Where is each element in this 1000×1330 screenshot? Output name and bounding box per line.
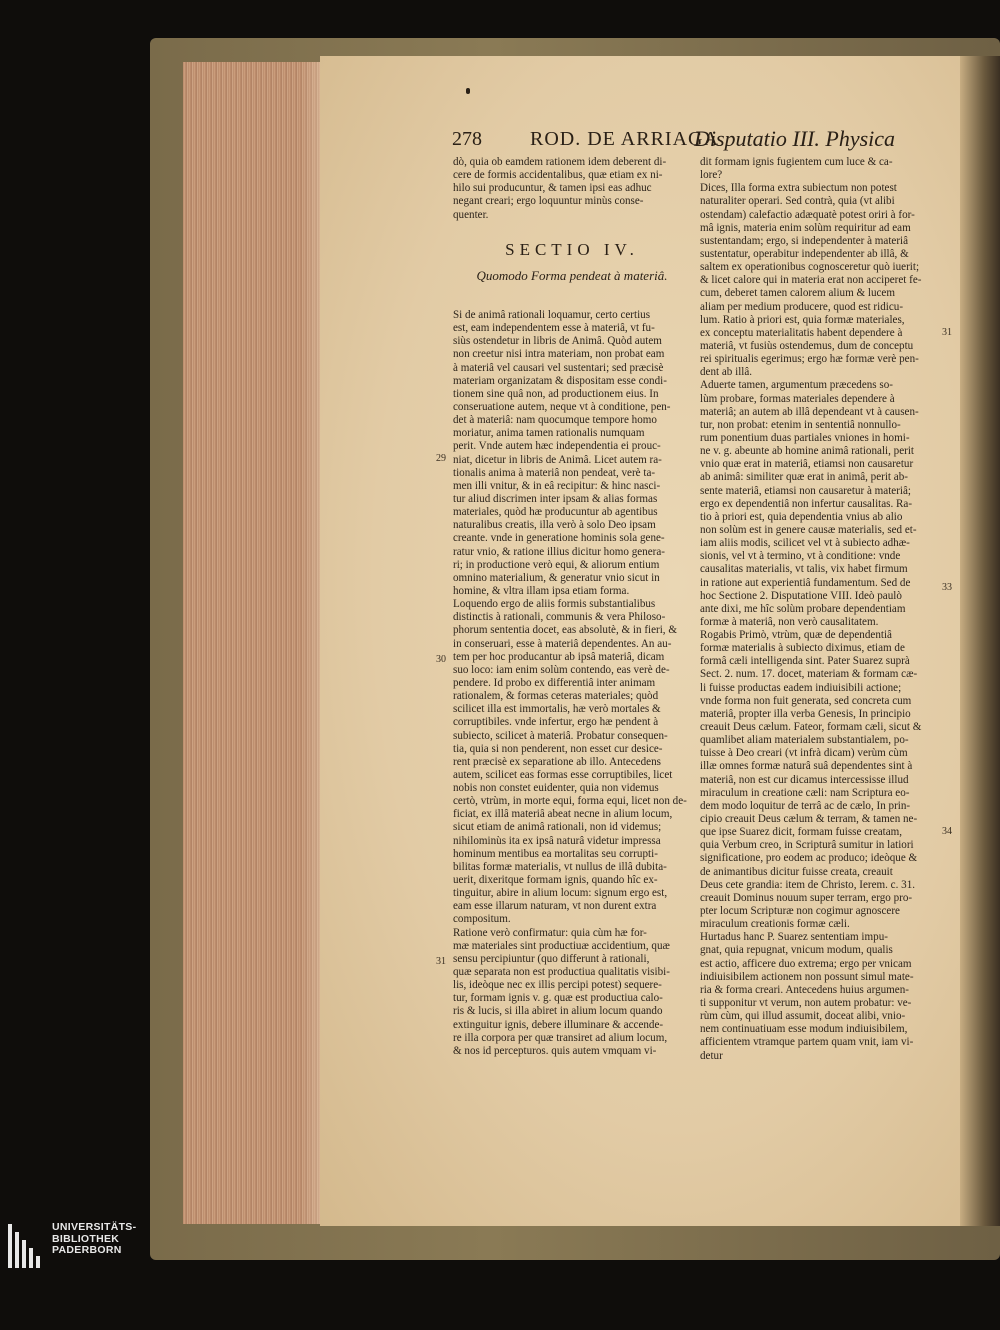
- text-line: est, eam independentem esse à materiâ, vt fu-: [453, 322, 655, 335]
- text-line: dent ab illâ.: [700, 366, 753, 379]
- text-line: ria & forma creari. Antecedens huius argumen-: [700, 983, 909, 996]
- margin-number: 34: [942, 826, 952, 837]
- running-header: [452, 128, 932, 154]
- ink-mark: [466, 88, 470, 94]
- text-line: bilitas formæ materialis, vt nullus de illâ dubita-: [453, 860, 667, 873]
- text-line: tia, quia si non penderent, non esset cur desice-: [453, 742, 663, 755]
- page-block-highlight: [300, 62, 320, 1224]
- text-line: rum ponentium duas partiales vniones in homi-: [700, 431, 910, 444]
- text-line: li fuisse productas eadem indiuisibili actione;: [700, 681, 902, 694]
- text-line: rùm cùm, qui illud assumit, doceat alibi, vnio-: [700, 1010, 906, 1023]
- text-line: lis, ideòque nec ex illis percipi potest) sequere-: [453, 979, 662, 992]
- text-line: moriatur, anima tamen rationalis numquam: [453, 427, 645, 440]
- text-line: est actio, afficere duo extrema; ergo per vnicam: [700, 957, 912, 970]
- text-line: vnde forma non fuit generata, sed concreta cum: [700, 694, 912, 707]
- text-line: & licet calore qui in materia erat non acciperet fe-: [700, 274, 922, 287]
- text-line: gnat, quia repugnat, vnicum modum, qualis: [700, 944, 893, 957]
- library-logo-text: [52, 1222, 136, 1257]
- text-line: lore?: [700, 169, 723, 182]
- text-line: dit formam ignis fugientem cum luce & ca-: [700, 156, 893, 168]
- margin-number: 31: [942, 327, 952, 338]
- text-line: Deus cete grandia: item de Christo, Ierem. c. 31.: [700, 878, 916, 891]
- text-line: hoc Sectione 2. Disputatione VIII. Ideò paulò: [700, 589, 902, 602]
- text-line: quamlibet aliam materialem substantialem, po-: [700, 734, 909, 747]
- section-subheading: Quomodo Forma pendeat à materiâ.: [476, 268, 668, 283]
- text-line: ris & lucis, si illa abiret in alium locum quando: [453, 1005, 663, 1018]
- text-line: mâ ignis, materia enim solùm requiritur ad eam: [700, 221, 911, 234]
- text-line: hominum mentibus ea mortalitas seu corrupti-: [453, 847, 658, 860]
- text-line: afficientem vtramque partem quam vnit, iam vi-: [700, 1036, 914, 1049]
- text-line: uerit, dixeritque formam ignis, quando hîc ex-: [453, 874, 658, 887]
- text-line: à materiâ vel causari vel sustentari; sed præcisè: [453, 361, 664, 374]
- left-column-top: [453, 156, 693, 222]
- text-line: sustentandam; ergo, si independenter à materiâ: [700, 234, 909, 247]
- text-line: de animantibus dicitur fuisse creata, creauit: [700, 865, 893, 878]
- text-line: formâ cæli intelligenda sint. Pater Suarez suprà: [700, 655, 910, 668]
- text-line: corruptibiles. vnde infertur, ergo hæ pendent à: [453, 716, 659, 729]
- text-line: Ratione verò confirmatur: quia cùm hæ for-: [453, 926, 647, 939]
- text-line: perit. Vnde autem hæc independentia ei prouc-: [453, 440, 661, 453]
- text-line: Hurtadus hanc P. Suarez sententiam impu-: [700, 931, 888, 944]
- text-line: naturaliter operari. Sed contrà, quia (vt alibi: [700, 195, 895, 208]
- text-line: creante. vnde in generatione hominis sola gene-: [453, 532, 665, 545]
- text-line: dò, quia ob eamdem rationem idem deberent di-: [453, 156, 667, 168]
- text-line: distinctis à rationali, communis & vera Philoso-: [453, 611, 666, 624]
- text-line: sente materiâ, etiamsi non causaretur à materiâ;: [700, 484, 911, 497]
- text-line: non creetur nisi intra materiam, non probat eam: [453, 348, 665, 361]
- text-line: nihilominùs ita ex ipsâ naturâ videtur impressa: [453, 834, 661, 847]
- text-line: Dices, Illa forma extra subiectum non potest: [700, 182, 897, 195]
- text-line: cipio creauit Deus cælum & terram, & tamen ne-: [700, 813, 918, 826]
- text-line: hilo sui producuntur, & tamen ipsi eas adhuc: [453, 182, 652, 195]
- margin-number: 33: [942, 582, 952, 593]
- text-line: materiam organizatam & dispositam esse condi-: [453, 374, 667, 387]
- text-line: vnio quæ erat in materiâ, etiamsi non causaretur: [700, 458, 914, 471]
- text-line: ri; in productione verò equi, & aliorum entium: [453, 558, 660, 571]
- text-line: ratur vnio, & ratione illius dicitur homo genera-: [453, 545, 665, 558]
- running-title: Disputatio III. Physica: [694, 126, 896, 151]
- text-line: nobis non constet euidenter, quia non videmus: [453, 782, 659, 795]
- text-line: & nos id percepturos. quis autem vmquam vi-: [453, 1044, 657, 1057]
- logo-line: UNIVERSITÄTS-: [52, 1221, 137, 1233]
- section-heading: SECTIO IV.: [505, 240, 639, 259]
- text-line: cum, deberet tamen calorem alium & lucem: [700, 287, 895, 300]
- text-line: rationalem, & formas ceteras materiales; quòd: [453, 690, 659, 703]
- book-gutter: [960, 56, 1000, 1226]
- text-line: sustentatur, operabitur independenter ab illâ, &: [700, 247, 909, 260]
- text-line: subiecto, scilicet à materiâ. Probatur consequen-: [453, 729, 668, 742]
- text-line: pter locum Scripturæ non cogimur agnoscere: [700, 905, 900, 918]
- logo-line: PADERBORN: [52, 1244, 122, 1256]
- text-line: Loquendo ergo de aliis formis substantialibus: [453, 598, 656, 611]
- text-line: men illi vnitur, & in eâ recipitur: & hinc nasci-: [453, 479, 661, 492]
- text-line: materiâ, vt fusiùs ostendemus, dum de conceptu: [700, 339, 914, 352]
- text-line: extinguitur ignis, debere illuminare & accende-: [453, 1018, 664, 1031]
- text-line: quæ separata non est productiua qualitatis visibi-: [453, 966, 670, 979]
- left-column-body: [453, 309, 693, 1058]
- text-line: tinguitur, abire in alium locum: signum ergo est,: [453, 887, 668, 900]
- text-line: Sect. 2. num. 17. docet, materiam & formam cæ-: [700, 668, 918, 681]
- text-line: tur, non probat: etenim in sententiâ nonnullo-: [700, 418, 901, 431]
- text-line: dem modo loquitur de terrâ ac de cælo, In prin-: [700, 799, 911, 812]
- text-line: re illa corpora per quæ transiret ad alium locum,: [453, 1031, 668, 1044]
- text-line: cere de formis accidentalibus, quæ etiam ex ni-: [453, 169, 663, 182]
- text-line: naturalibus creatis, illa verò à solo Deo ipsam: [453, 519, 656, 532]
- text-line: conseruatione autem, neque vt à conditione, pen-: [453, 400, 671, 413]
- text-line: iam aliis modis, scilicet vel vt à subiecto adhæ-: [700, 537, 910, 550]
- text-line: Si de animâ rationali loquamur, certo certius: [453, 309, 651, 321]
- text-line: negant creari; ergo loquuntur minùs conse-: [453, 195, 644, 208]
- text-line: tur, formam ignis v. g. quæ est productiua calo-: [453, 992, 663, 1005]
- text-line: sionis, vel vt à termino, vt à conditione: vnde: [700, 550, 901, 563]
- text-line: detur: [700, 1049, 723, 1062]
- text-line: phorum sententia docet, eas absolutè, & in fieri, &: [453, 624, 677, 637]
- text-line: ex conceptu materialitatis habent dependere à: [700, 326, 903, 339]
- text-line: eam esse illarum naturam, vt non durent extra: [453, 900, 657, 913]
- text-line: creauit Deus cælum. Fateor, formam cæli, sicut &: [700, 721, 922, 734]
- text-line: homine, & vltra illam ipsa etiam forma.: [453, 584, 630, 597]
- text-line: materiâ; an autem ab illâ dependeant vt à causen-: [700, 405, 919, 418]
- logo-line: BIBLIOTHEK: [52, 1232, 120, 1245]
- text-line: certò, vtrùm, in morte equi, forma equi, licet non de-: [453, 795, 687, 808]
- text-line: pendere. Id probo ex differentiâ inter animam: [453, 676, 656, 689]
- running-author: ROD. DE ARRIAGA: [530, 128, 719, 150]
- text-line: miraculum creationis formæ cæli.: [700, 918, 850, 931]
- text-line: Aduerte tamen, argumentum præcedens so-: [700, 379, 893, 392]
- text-line: aliam per medium producere, quod est ridicu-: [700, 300, 904, 313]
- text-line: miraculum in creatione cæli: nam Scriptura eo-: [700, 786, 910, 799]
- text-line: formæ materialis à subiecto diximus, etiam de: [700, 642, 905, 655]
- text-line: suo loco: iam enim solùm contendo, eas verè de-: [453, 663, 670, 676]
- text-line: saltem ex operationibus cognosceretur quò iuerit;: [700, 261, 920, 274]
- text-line: Rogabis Primò, vtrùm, quæ de dependentiâ: [700, 629, 892, 642]
- text-line: sicut etiam de animâ rationali, non id videmus;: [453, 821, 662, 834]
- text-line: sensu percipiuntur (quo differunt à rationali,: [453, 952, 650, 965]
- text-line: compositum.: [453, 913, 511, 926]
- text-line: mæ materiales sint productiuæ accidentium, quæ: [453, 939, 670, 952]
- text-line: ante dixi, me hîc solùm probare dependentiam: [700, 602, 906, 615]
- text-line: ergo ex dependentiâ non infertur causalitas. Ra-: [700, 497, 913, 510]
- text-line: ti supponitur vt verum, non autem probatur: ve-: [700, 997, 912, 1009]
- text-line: ab animâ: similiter quæ erat in animâ, perit ab-: [700, 471, 908, 484]
- text-line: ostendam) calefactio adæquatè potest oriri à for-: [700, 208, 915, 221]
- text-line: in conseruari, esse à materiâ dependentes. An au-: [453, 637, 672, 650]
- text-line: ne v. g. abeunte ab homine animâ rationali, perit: [700, 445, 914, 458]
- text-line: indiuisibilem actionem non possunt simul mate-: [700, 970, 914, 983]
- text-line: autem, scilicet eas formas esse corruptibiles, licet: [453, 768, 673, 781]
- text-line: tur aliud discrimen inter ipsam & alias formas: [453, 492, 658, 505]
- text-line: materiales, quòd hæ producuntur ab agentibus: [453, 506, 658, 519]
- text-line: illæ omnes formæ naturâ suâ dependentes sint à: [700, 760, 913, 773]
- text-line: rent præcisè ex separatione ab illo. Antecedens: [453, 755, 661, 768]
- text-line: que ipse Suarez dicit, formam fuisse creatam,: [700, 826, 903, 839]
- text-line: nem continuatiuam esse modum indiuisibilem,: [700, 1023, 908, 1036]
- library-logo-icon: [8, 1224, 46, 1268]
- text-line: rei spiritualis egerimus; ergo hæ formæ verè pen-: [700, 353, 919, 366]
- text-line: tem per hoc producantur ab ipsâ materiâ, dicam: [453, 650, 665, 663]
- margin-number: 30: [436, 654, 446, 665]
- margin-number: 29: [436, 453, 446, 464]
- text-line: materiâ, propter illa verba Genesis, In principio: [700, 707, 911, 720]
- text-line: significatione, pro eodem ac produco; ideòque &: [700, 852, 918, 865]
- text-line: lum. Ratio à priori est, quia formæ materiales,: [700, 313, 905, 326]
- text-line: scilicet illa est immortalis, hæ verò mortales &: [453, 703, 661, 716]
- text-line: tionalis anima à materiâ non pendeat, verè ta-: [453, 466, 656, 479]
- text-line: niat, dicetur in libris de Animâ. Licet autem ra-: [453, 453, 662, 466]
- text-line: in ratione aut experientiâ fundamentum. Sed de: [700, 576, 911, 589]
- text-line: materiâ, non est cur dicamus intercessisse illud: [700, 773, 909, 786]
- text-line: lùm probare, formas materiales dependere à: [700, 392, 895, 405]
- text-line: creauit Dominus nouum super terram, ergo pro-: [700, 891, 913, 904]
- text-line: ficiat, ex illâ materiâ abeat necne in alium locum,: [453, 808, 673, 821]
- text-line: tuisse à Deo creari (vt infrà dicam) verùm cùm: [700, 747, 908, 760]
- text-line: quenter.: [453, 208, 489, 221]
- text-line: formæ à materiâ, non verò causalitatem.: [700, 615, 879, 628]
- text-line: causalitas materialis, vt talis, vix habet firmum: [700, 563, 908, 576]
- right-column: [700, 156, 940, 1063]
- text-line: tionem sine quâ non, ad productionem eius. In: [453, 387, 659, 400]
- margin-number: 31: [436, 956, 446, 967]
- page-number: 278: [452, 128, 482, 150]
- text-line: det à materiâ: nam quocumque tempore homo: [453, 414, 657, 427]
- text-line: siùs ostendetur in libris de Animâ. Quòd autem: [453, 335, 662, 348]
- text-line: non solùm est in genere causæ materialis, sed et-: [700, 523, 917, 536]
- text-line: quia Verbum creo, in Scripturâ sumitur in latiori: [700, 839, 914, 852]
- text-line: tio à priori est, quia dependentia vnius ab alio: [700, 510, 903, 523]
- text-line: omnino materialium, & generatur vnio sicut in: [453, 571, 660, 584]
